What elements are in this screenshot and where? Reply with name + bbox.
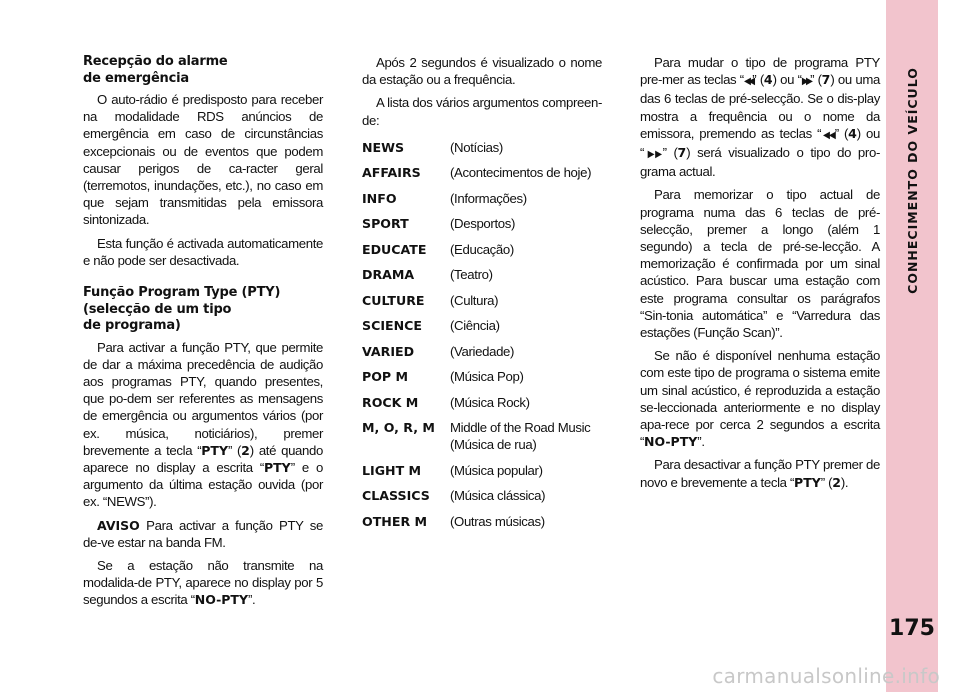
program-type-code: DRAMA: [362, 267, 415, 283]
column-right: [640, 54, 880, 497]
column-left: [83, 54, 323, 615]
section-sidebar: [886, 0, 938, 692]
program-type-row: [362, 368, 602, 385]
paragraph-emergency-intro: O auto-rádio é predisposto para receber na modalidade RDS anúncios de emergência em caso de circunstâncias excepcionais ou de eventos que podem causar perigos de ca-racter geral (terremotos, inundações, etc.), no caso em que sejam transmitidas pela emissora sintonizada.: [83, 92, 323, 228]
program-type-description: (Acontecimentos de hoje): [450, 165, 592, 181]
program-type-description: Middle of the Road Music (Música de rua): [450, 420, 591, 453]
paragraph-aviso: AVISO Para activar a função PTY se de-ve estar na banda FM.: [83, 517, 323, 550]
fast-forward-icon: ▶▶: [801, 76, 811, 88]
program-type-row: [362, 394, 602, 411]
program-type-row: [362, 419, 602, 453]
program-type-description: (Música popular): [450, 462, 543, 478]
program-type-code: OTHER M: [362, 513, 428, 529]
program-type-code: INFO: [362, 190, 397, 206]
program-type-row: [362, 241, 602, 258]
program-type-code: EDUCATE: [362, 241, 427, 257]
display-pty: PTY: [263, 459, 291, 475]
program-type-code: M, O, R, M: [362, 420, 435, 436]
program-type-row: [362, 292, 602, 309]
heading-pty-function: Função Program Type (PTY) (selecção de um tipo de programa): [83, 285, 281, 334]
program-type-code: VARIED: [362, 343, 415, 359]
program-type-description: (Ciência): [450, 318, 500, 334]
fast-forward-icon: ▶▶: [644, 149, 663, 161]
program-type-row: [362, 164, 602, 181]
program-type-description: (Notícias): [450, 139, 503, 155]
paragraph-change-type: Para mudar o tipo de programa PTY pre-mer as teclas “◀◀” (4) ou “▶▶” (7) ou uma das 6 teclas de pré-selecção. Se o dis-play mostra a frequência ou o nome da emissora, premendo as teclas “◀◀” (4) ou “▶▶” (7) será visualizado o tipo do pro-grama actual.: [640, 55, 881, 180]
program-type-code: SCIENCE: [362, 318, 422, 334]
program-type-description: (Desportos): [450, 216, 516, 232]
program-type-code: NEWS: [362, 139, 405, 155]
program-type-code: AFFAIRS: [362, 165, 421, 181]
program-type-row: [362, 343, 602, 360]
program-type-row: [362, 462, 602, 479]
program-type-row: [362, 317, 602, 334]
key-pty: PTY: [201, 442, 228, 458]
watermark: carmanualsonline.info: [712, 664, 940, 688]
paragraph-list-intro: A lista dos vários argumentos compreen-de:: [362, 95, 602, 128]
program-type-description: (Outras músicas): [450, 513, 545, 529]
paragraph-pty-activate: Para activar a função PTY, que permite de dar a máxima precedência de audição aos programas PTY, quando presentes, que po-dem ser referentes as mensagens de emergência ou argumentos vários (por ex. música, noticiários), premer brevemente a tecla “PTY” (2) até quando aparece no display a escrita “PTY” e o argumento da última estação ouvida (por ex. “NEWS”).: [83, 339, 323, 510]
paragraph-no-pty: Se a estação não transmite na modalida-de PTY, aparece no display por 5 segundos a escrita “NO-PTY”.: [83, 557, 323, 608]
program-type-description: (Música Rock): [450, 394, 530, 410]
program-type-description: (Música clássica): [450, 488, 546, 504]
program-type-description: (Música Pop): [450, 369, 524, 385]
column-middle: [362, 54, 602, 538]
heading-emergency-alarm: Recepção do alarme de emergência: [83, 54, 228, 86]
program-type-description: (Informações): [450, 190, 527, 206]
program-type-description: (Teatro): [450, 267, 493, 283]
section-title: CONHECIMENTO DO VEÍCULO: [904, 66, 920, 294]
program-type-list: [362, 139, 602, 530]
paragraph-station-name: Após 2 segundos é visualizado o nome da estação ou a frequência.: [362, 55, 602, 88]
program-type-description: (Variedade): [450, 343, 515, 359]
program-type-code: POP M: [362, 369, 409, 385]
program-type-row: [362, 215, 602, 232]
key-pty: PTY: [794, 474, 821, 490]
program-type-code: ROCK M: [362, 394, 419, 410]
program-type-code: LIGHT M: [362, 462, 422, 478]
program-type-row: [362, 190, 602, 207]
paragraph-deactivate: Para desactivar a função PTY premer de novo e brevemente a tecla “PTY” (2).: [640, 457, 880, 490]
rewind-icon: ◀◀: [743, 76, 753, 88]
program-type-code: CLASSICS: [362, 488, 430, 504]
program-type-description: (Educação): [450, 241, 514, 257]
page-number: 175: [889, 616, 935, 641]
program-type-code: CULTURE: [362, 292, 425, 308]
rewind-icon: ◀◀: [821, 129, 835, 141]
paragraph-memorize: Para memorizar o tipo actual de programa numa das 6 teclas de pré-selecção, premer a longo (além 1 segundo) a tecla de pré-se-lecção. A memorização é confirmada por um sinal acústico. Para buscar uma estação com este programa consultar os parágrafos “Sin-tonia automática” e “Varredura das estações (Função Scan)”.: [640, 187, 880, 341]
program-type-row: [362, 487, 602, 504]
program-type-description: (Cultura): [450, 292, 499, 308]
paragraph-emergency-auto: Esta função é activada automaticamente e não pode ser desactivada.: [83, 235, 323, 268]
program-type-row: [362, 513, 602, 530]
paragraph-no-station: Se não é disponível nenhuma estação com este tipo de programa o sistema emite um sinal acústico, é reproduzida a estação se-leccionada anteriormente e no display apa-rece por cerca 2 segundos a escrita “NO-PTY”.: [640, 348, 880, 450]
program-type-row: [362, 266, 602, 283]
display-no-pty: NO-PTY: [194, 592, 249, 608]
display-no-pty: NO-PTY: [644, 434, 698, 450]
aviso-label: AVISO: [97, 517, 140, 533]
program-type-code: SPORT: [362, 216, 409, 232]
program-type-row: [362, 139, 602, 156]
